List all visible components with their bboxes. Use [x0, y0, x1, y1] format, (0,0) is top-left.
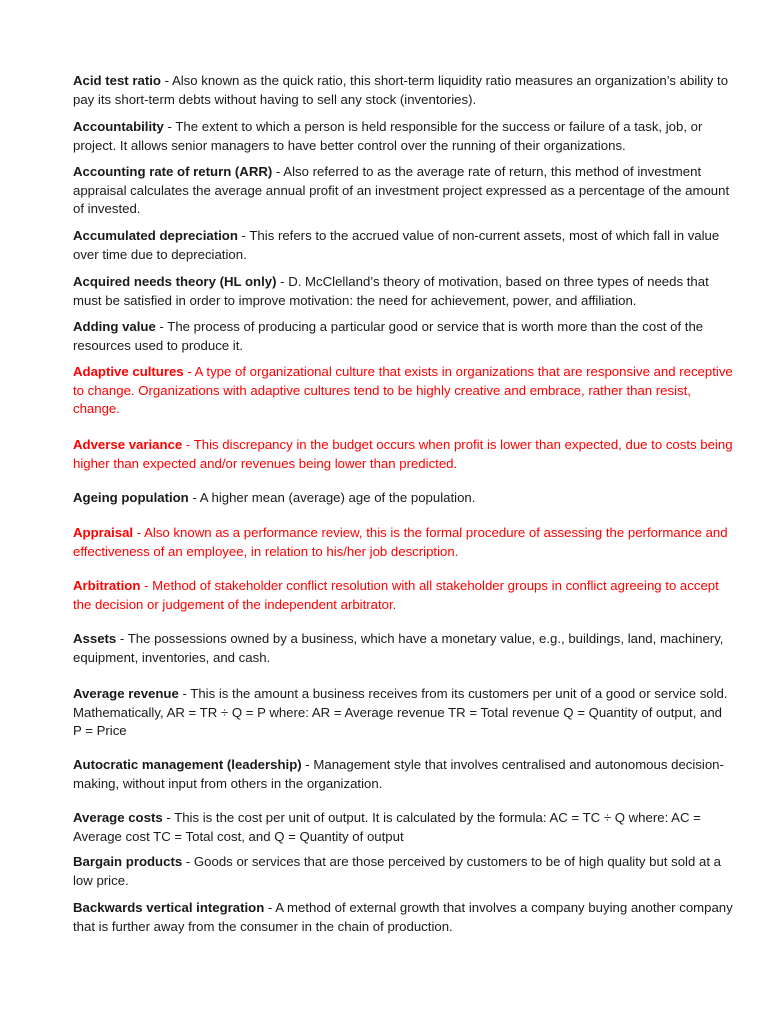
glossary-entry-adaptive-cultures: [73, 363, 733, 419]
glossary-term: Acid test ratio: [73, 73, 161, 88]
term-separator: -: [188, 490, 200, 505]
glossary-definition: Management style that involves centralised and autonomous decision-making, without input from others in the organization.: [73, 757, 724, 791]
glossary-definition: This refers to the accrued value of non-current assets, most of which fall in value over time due to depreciation.: [73, 228, 720, 262]
term-separator: -: [264, 900, 276, 915]
glossary-term: Adding value: [73, 319, 156, 334]
glossary-entry-adding-value: [73, 318, 733, 355]
glossary-definition: The possessions owned by a business, which have a monetary value, e.g., buildings, land, machinery, equipment, inventories, and cash.: [73, 631, 724, 665]
glossary-entry-appraisal: [73, 524, 733, 561]
glossary-definition: This discrepancy in the budget occurs when profit is lower than expected, due to costs being higher than expected and/or revenues being lower than predicted.: [73, 437, 733, 471]
glossary-term: Accounting rate of return (ARR): [73, 164, 273, 179]
glossary-entry-assets: [73, 630, 733, 667]
glossary-term: Autocratic management (leadership): [73, 757, 302, 772]
glossary-definition: A method of external growth that involves a company buying another company that is further away from the consumer in the chain of production.: [73, 900, 733, 934]
glossary-term: Accumulated depreciation: [73, 228, 238, 243]
glossary-term: Adaptive cultures: [73, 364, 184, 379]
glossary-term: Arbitration: [73, 578, 141, 593]
glossary-entry-arbitration: [73, 577, 733, 614]
term-separator: -: [133, 525, 145, 540]
glossary-entry-accounting-rate-of-return: [73, 163, 733, 219]
glossary-definition: Also referred to as the average rate of return, this method of investment appraisal calculates the average annual profit of an investment project expressed as a percentage of the amount of invested.: [73, 164, 730, 216]
term-separator: -: [140, 578, 153, 593]
glossary-entry-ageing-population: [73, 489, 733, 508]
glossary-entry-accountability: [73, 118, 733, 155]
term-separator: -: [272, 164, 284, 179]
term-separator: -: [155, 319, 168, 334]
glossary-entry-acid-test-ratio: [73, 72, 733, 109]
term-separator: -: [301, 757, 314, 772]
glossary-definition: D. McClelland’s theory of motivation, based on three types of needs that must be satisfied in order to improve motivation: the need for achievement, power, and affiliation.: [73, 274, 709, 308]
glossary-definition: A type of organizational culture that exists in organizations that are responsive and receptive to change. Organizations with adaptive cultures tend to be highly creative and embrace, rather than resist, change.: [73, 364, 733, 416]
glossary-entry-backwards-vertical-integration: [73, 899, 733, 936]
term-separator: -: [116, 631, 128, 646]
term-separator: -: [237, 228, 250, 243]
glossary-entry-adverse-variance: [73, 436, 733, 473]
term-separator: -: [182, 437, 194, 452]
term-separator: -: [160, 73, 172, 88]
term-separator: -: [182, 854, 194, 869]
glossary-entry-average-revenue: [73, 685, 733, 741]
glossary-entry-autocratic-management: [73, 756, 733, 793]
glossary-definition: Also known as the quick ratio, this short-term liquidity ratio measures an organization’s ability to pay its short-term debts without having to sell any stock (inventories).: [73, 73, 729, 107]
glossary-definition: Method of stakeholder conflict resolution with all stakeholder groups in conflict agreeing to accept the decision or judgement of the independent arbitrator.: [73, 578, 719, 612]
glossary-term: Accountability: [73, 119, 164, 134]
glossary-term: Bargain products: [73, 854, 183, 869]
glossary-definition: A higher mean (average) age of the population.: [199, 490, 476, 505]
glossary-definition: This is the cost per unit of output. It is calculated by the formula: AC = TC ÷ Q where: AC = Average cost TC = Total cost, and Q = Quantity of output: [73, 810, 701, 844]
term-separator: -: [163, 119, 176, 134]
term-separator: -: [276, 274, 289, 289]
glossary-definition: Also known as a performance review, this is the formal procedure of assessing the performance and effectiveness of an employee, in relation to his/her job description.: [73, 525, 728, 559]
glossary-entry-accumulated-depreciation: [73, 227, 733, 264]
glossary-term: Ageing population: [73, 490, 189, 505]
glossary-term: Backwards vertical integration: [73, 900, 265, 915]
glossary-term: Acquired needs theory (HL only): [73, 274, 277, 289]
term-separator: -: [162, 810, 175, 825]
glossary-term: Average costs: [73, 810, 163, 825]
glossary-definition: The extent to which a person is held responsible for the success or failure of a task, job, or project. It allows senior managers to have better control over the running of their organizations.: [73, 119, 703, 153]
glossary-term: Adverse variance: [73, 437, 183, 452]
glossary-term: Assets: [73, 631, 117, 646]
glossary-definition: The process of producing a particular good or service that is worth more than the cost of the resources used to produce it.: [73, 319, 704, 353]
glossary-definition: This is the amount a business receives from its customers per unit of a good or service sold. Mathematically, AR = TR ÷ Q = P where: AR = Average revenue TR = Total revenue Q = Quantity of output, and P = Price: [73, 686, 728, 738]
glossary-term: Appraisal: [73, 525, 134, 540]
glossary-entry-bargain-products: [73, 853, 733, 890]
term-separator: -: [178, 686, 191, 701]
glossary-definition: Goods or services that are those perceived by customers to be of high quality but sold at a low price.: [73, 854, 721, 888]
glossary-term: Average revenue: [73, 686, 179, 701]
term-separator: -: [183, 364, 195, 379]
glossary-entry-acquired-needs-theory: [73, 273, 733, 310]
glossary-entry-average-costs: [73, 809, 733, 846]
